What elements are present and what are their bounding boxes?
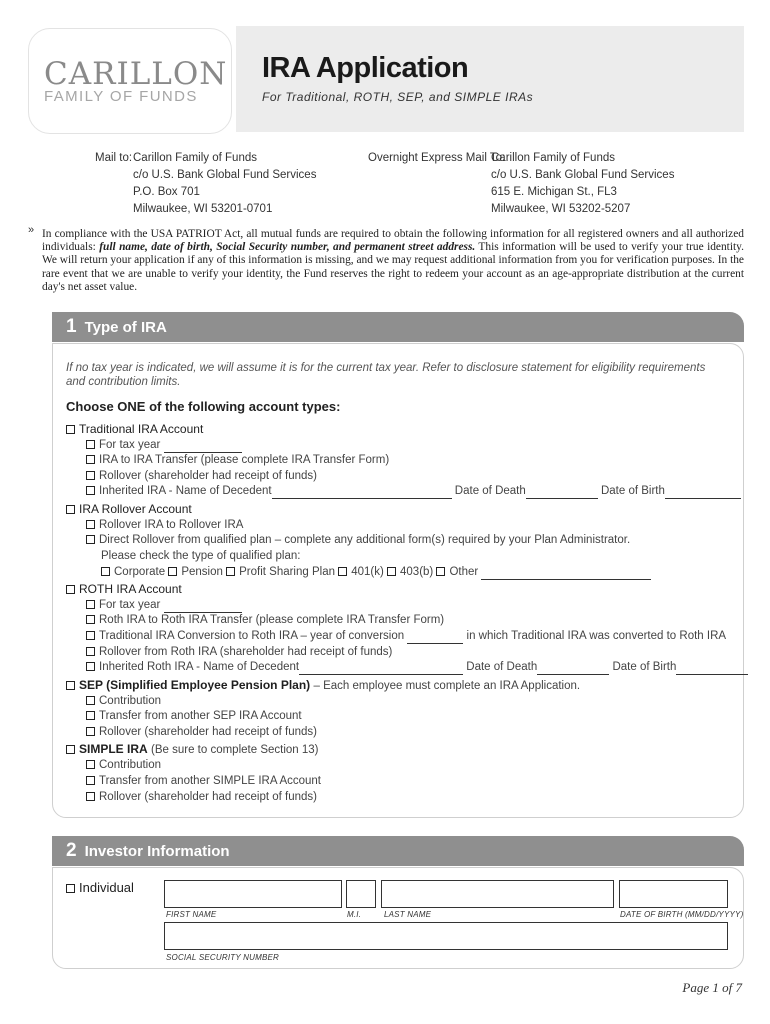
date-of-death-blank[interactable] [537, 663, 609, 675]
ira-rollover-option[interactable] [66, 502, 192, 517]
tax-year-note: If no tax year is indicated, we will assume it is for the current tax year. Refer to disclosure statement for eligibility requirements and contribution limits. [66, 362, 706, 388]
checkbox[interactable] [66, 505, 75, 514]
mail-address [133, 150, 316, 218]
checkbox[interactable] [86, 696, 95, 705]
ssn-caption: SOCIAL SECURITY NUMBER [166, 953, 280, 962]
middle-initial-field[interactable] [346, 880, 376, 908]
ssn-field[interactable] [164, 922, 728, 950]
date-of-birth-blank[interactable] [665, 487, 741, 499]
checkbox[interactable] [86, 535, 95, 544]
patriot-text-2: This information will be used to verify your true identity. We will return your application if any of this information is missing, and we may request additional information from you for verification purposes. In the rare event that we are unable to verify your identity, the Fund reserves the right to redeem your account as an age-appropriate distribution at the current day's net asset value. [42, 241, 744, 293]
plan-401k: 401(k) [351, 566, 384, 578]
option-label: For tax year [99, 439, 161, 451]
option-label: Rollover (shareholder had receipt of funds) [99, 791, 317, 803]
first-name-field[interactable] [164, 880, 342, 908]
logo-tagline: FAMILY OF FUNDS [44, 88, 198, 105]
option-label: Transfer from another SIMPLE IRA Account [99, 775, 322, 787]
option-label: Traditional IRA Account [79, 422, 204, 436]
sep-note: – Each employee must complete an IRA Application. [313, 680, 581, 692]
checkbox[interactable] [86, 760, 95, 769]
checkbox[interactable] [436, 567, 445, 576]
conversion-year-blank[interactable] [407, 632, 463, 644]
section-number: 2 [66, 840, 77, 861]
roth-tax-year[interactable] [86, 598, 242, 613]
mail-label: Mail to: [95, 152, 133, 164]
other-plan-blank[interactable] [481, 568, 651, 580]
checkbox[interactable] [86, 440, 95, 449]
mail-line: Carillon Family of Funds [133, 152, 257, 164]
overnight-label: Overnight Express Mail To: [368, 152, 506, 164]
simple-ira-option[interactable] [66, 742, 319, 757]
date-of-birth-label: Date of Birth [600, 485, 665, 497]
option-label: Traditional IRA Conversion to Roth IRA – year of conversion [99, 630, 405, 642]
section-1-header [52, 312, 744, 342]
checkbox[interactable] [66, 884, 75, 893]
roth-ira-option[interactable] [66, 582, 182, 597]
section-number: 1 [66, 316, 77, 337]
direct-rollover[interactable] [86, 533, 630, 548]
checkbox[interactable] [387, 567, 396, 576]
option-label: Contribution [99, 695, 162, 707]
option-label: Transfer from another SEP IRA Account [99, 710, 302, 722]
checkbox[interactable] [86, 471, 95, 480]
checkbox[interactable] [86, 631, 95, 640]
traditional-ira-option[interactable] [66, 422, 203, 437]
checkbox[interactable] [86, 455, 95, 464]
section-title: Investor Information [84, 842, 230, 860]
sep-rollover[interactable] [86, 725, 317, 740]
dob-caption: DATE OF BIRTH (MM/DD/YYYY) [620, 910, 744, 919]
roth-transfer[interactable] [86, 613, 444, 628]
checkbox[interactable] [86, 792, 95, 801]
overnight-line: c/o U.S. Bank Global Fund Services [491, 169, 675, 181]
plan-other: Other [449, 566, 479, 578]
date-of-death-label: Date of Death [454, 485, 526, 497]
checkbox[interactable] [66, 681, 75, 690]
checkbox[interactable] [66, 745, 75, 754]
checkbox[interactable] [86, 486, 95, 495]
choose-heading: Choose ONE of the following account types: [66, 399, 341, 414]
overnight-line: Milwaukee, WI 53202-5207 [491, 203, 631, 215]
option-label: Rollover (shareholder had receipt of funds) [99, 726, 317, 738]
option-label: Contribution [99, 759, 162, 771]
patriot-required-info: full name, date of birth, Social Security number, and permanent street address. [99, 241, 476, 254]
plan-type-options[interactable] [101, 565, 651, 580]
sep-transfer[interactable] [86, 709, 302, 724]
option-label: IRA to IRA Transfer (please complete IRA Transfer Form) [99, 454, 390, 466]
simple-note: (Be sure to complete Section 13) [151, 744, 319, 756]
date-of-death-blank[interactable] [526, 487, 598, 499]
option-label: Rollover from Roth IRA (shareholder had receipt of funds) [99, 646, 393, 658]
overnight-address [491, 150, 674, 218]
checkbox[interactable] [86, 727, 95, 736]
checkbox[interactable] [86, 776, 95, 785]
roth-rollover[interactable] [86, 645, 392, 660]
checkbox[interactable] [66, 585, 75, 594]
plan-pension: Pension [181, 566, 223, 578]
page-title: IRA Application [262, 52, 469, 84]
roth-conversion[interactable] [86, 629, 726, 644]
section-title: Type of IRA [84, 318, 167, 336]
checkbox[interactable] [226, 567, 235, 576]
traditional-rollover[interactable] [86, 469, 317, 484]
last-name-field[interactable] [381, 880, 614, 908]
patriot-text: In compliance with the USA PATRIOT Act, all mutual funds are required to obtain the following information for all registered owners and all authorized individuals: [42, 228, 744, 254]
last-name-caption: LAST NAME [384, 910, 432, 919]
option-label: Rollover (shareholder had receipt of funds) [99, 470, 317, 482]
sep-option[interactable] [66, 678, 580, 693]
conversion-tail: in which Traditional IRA was converted to Roth IRA [466, 630, 727, 642]
checkbox[interactable] [86, 600, 95, 609]
traditional-transfer[interactable] [86, 453, 389, 468]
plan-profit-sharing: Profit Sharing Plan [239, 566, 335, 578]
plan-corporate: Corporate [114, 566, 166, 578]
checkbox[interactable] [86, 711, 95, 720]
roth-inherited[interactable] [86, 660, 748, 675]
option-label: SEP (Simplified Employee Pension Plan) [79, 678, 311, 692]
decedent-blank[interactable] [272, 487, 452, 499]
mail-line: c/o U.S. Bank Global Fund Services [133, 169, 317, 181]
option-label: Roth IRA to Roth IRA Transfer (please complete IRA Transfer Form) [99, 614, 445, 626]
option-label: ROTH IRA Account [79, 582, 182, 596]
option-label: For tax year [99, 599, 161, 611]
mail-line: Milwaukee, WI 53201-0701 [133, 203, 273, 215]
mail-line: P.O. Box 701 [133, 186, 200, 198]
patriot-act-notice [42, 228, 744, 294]
checkbox[interactable] [86, 662, 95, 671]
option-label: Rollover IRA to Rollover IRA [99, 519, 244, 531]
overnight-line: Carillon Family of Funds [491, 152, 615, 164]
individual-option[interactable] [66, 880, 134, 895]
logo-name: CARILLON [44, 56, 228, 92]
tax-year-blank[interactable] [164, 601, 242, 613]
checkbox[interactable] [101, 567, 110, 576]
page-number: Page 1 of 7 [682, 980, 742, 995]
section-2-header [52, 836, 744, 866]
checkbox[interactable] [168, 567, 177, 576]
simple-rollover[interactable] [86, 790, 317, 805]
decedent-blank[interactable] [299, 663, 463, 675]
simple-transfer[interactable] [86, 774, 321, 789]
date-of-birth-label: Date of Birth [612, 661, 677, 673]
plan-403b: 403(b) [400, 566, 434, 578]
date-of-birth-blank[interactable] [676, 663, 748, 675]
overnight-line: 615 E. Michigan St., FL3 [491, 186, 617, 198]
option-label: IRA Rollover Account [79, 502, 192, 516]
tax-year-blank[interactable] [164, 441, 242, 453]
rollover-to-rollover[interactable] [86, 518, 243, 533]
checkbox[interactable] [66, 425, 75, 434]
sep-contribution[interactable] [86, 694, 161, 709]
chevron-icon: » [28, 224, 35, 236]
plan-type-prompt: Please check the type of qualified plan: [101, 550, 301, 562]
option-label: Direct Rollover from qualified plan – complete any additional form(s) required by your Plan Administrator. [99, 534, 631, 546]
option-label: Inherited Roth IRA - Name of Decedent [99, 661, 300, 673]
checkbox[interactable] [86, 520, 95, 529]
date-of-death-label: Date of Death [466, 661, 538, 673]
page-subtitle: For Traditional, ROTH, SEP, and SIMPLE IRAs [262, 90, 534, 104]
option-label: Inherited IRA - Name of Decedent [99, 485, 272, 497]
simple-contribution[interactable] [86, 758, 161, 773]
first-name-caption: FIRST NAME [166, 910, 217, 919]
traditional-inherited[interactable] [86, 484, 741, 499]
date-of-birth-field[interactable] [619, 880, 728, 908]
checkbox[interactable] [86, 647, 95, 656]
checkbox[interactable] [86, 615, 95, 624]
traditional-tax-year[interactable] [86, 438, 242, 453]
option-label: SIMPLE IRA [79, 742, 148, 756]
option-label: Individual [79, 880, 134, 895]
mi-caption: M.I. [347, 910, 362, 919]
checkbox[interactable] [338, 567, 347, 576]
